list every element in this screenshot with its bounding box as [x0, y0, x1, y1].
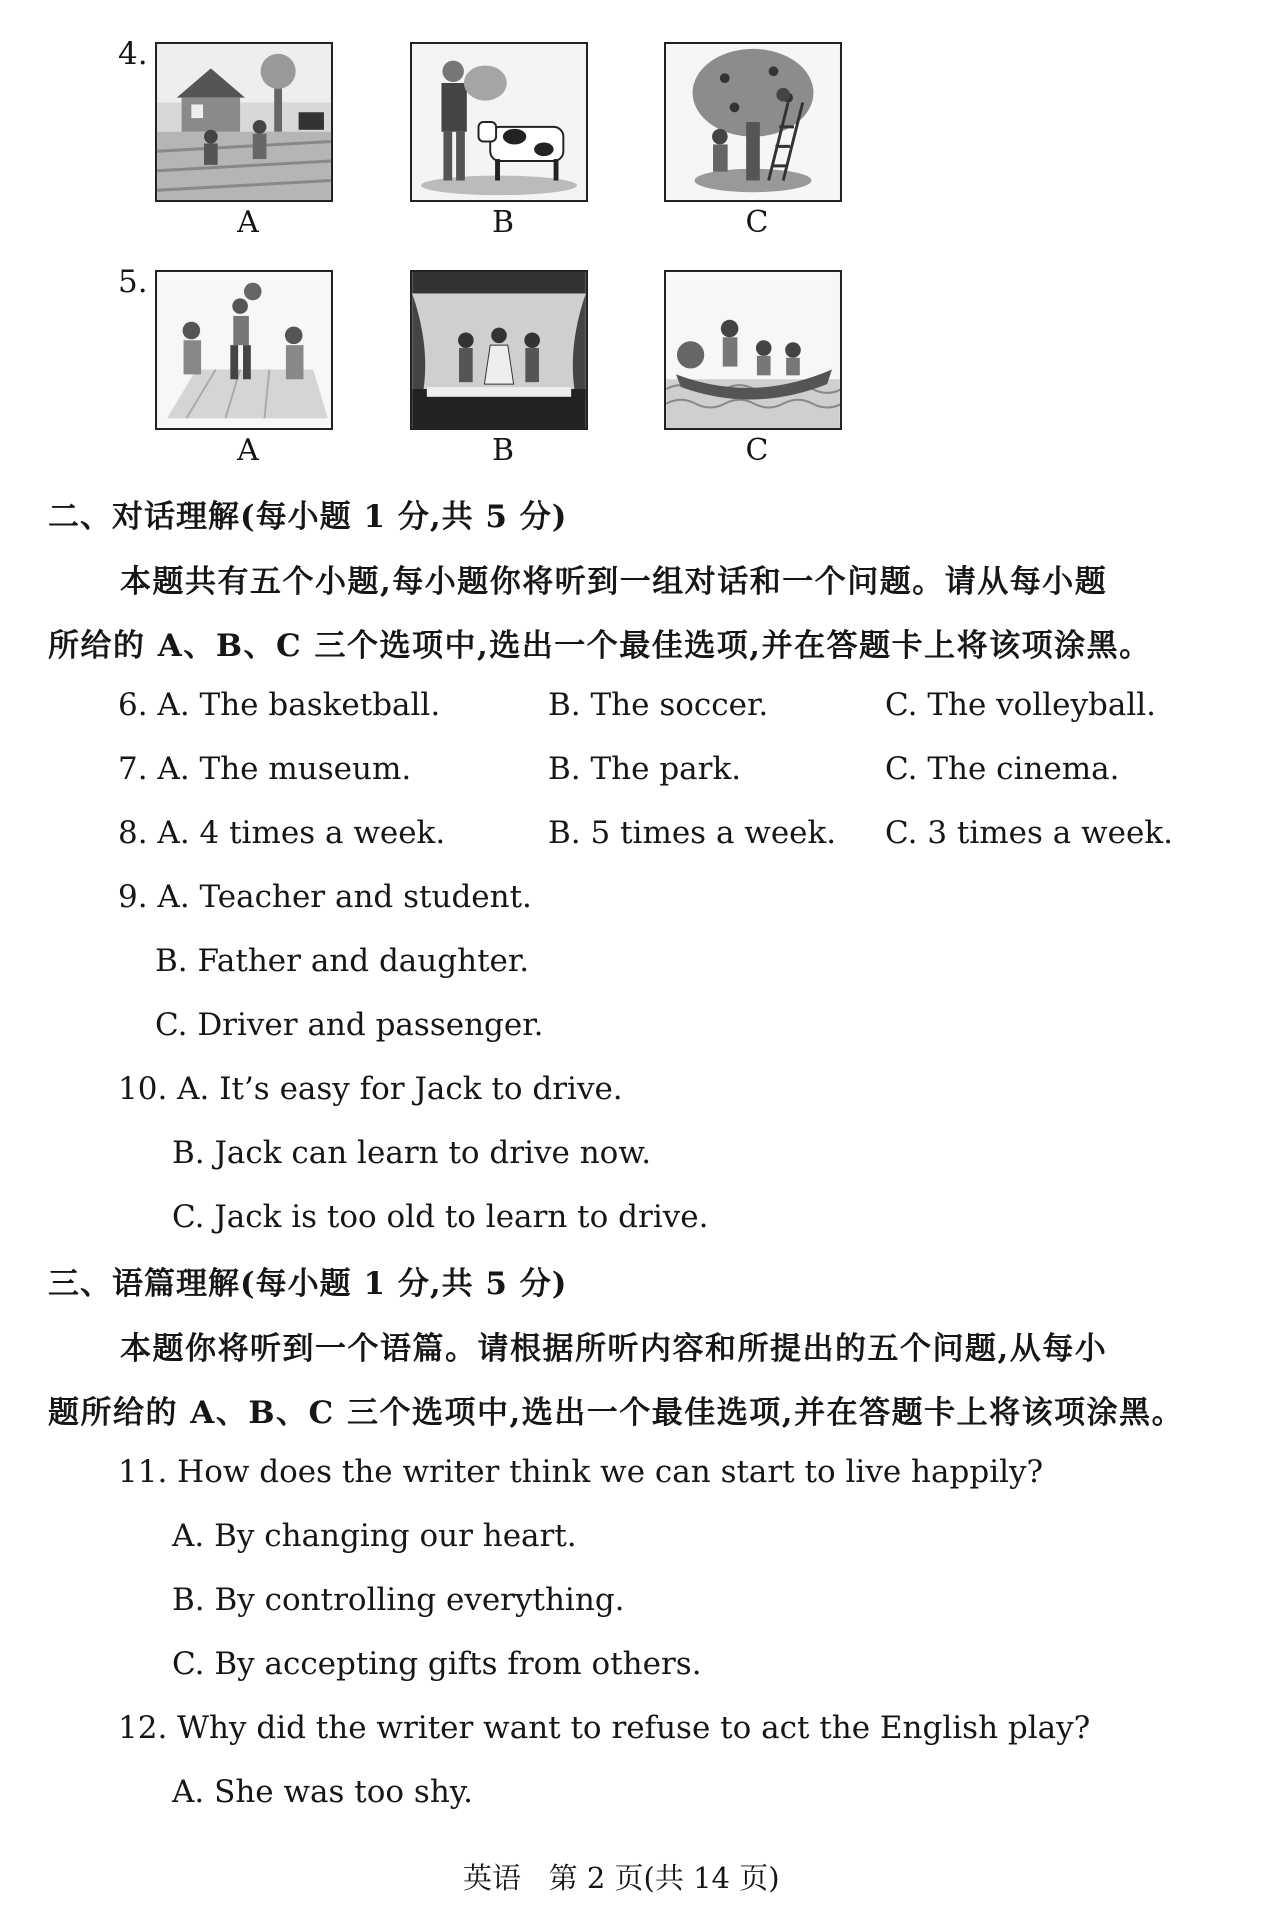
option-label: C: [745, 205, 769, 240]
option-label: A: [237, 205, 259, 240]
q6-option-a: 6. A. The basketball.: [118, 687, 441, 723]
section-2-heading: 二、对话理解(每小题 1 分,共 5 分): [48, 499, 568, 535]
page-footer: 英语 第 2 页(共 14 页): [463, 1861, 780, 1895]
q7-option-b: B. The park.: [548, 751, 742, 787]
q7-option-a: 7. A. The museum.: [118, 751, 412, 787]
q6-option-b: B. The soccer.: [548, 687, 769, 723]
question-4-number: 4.: [118, 36, 148, 72]
dragon-boat-picture: [664, 270, 842, 430]
option-label: B: [491, 205, 515, 240]
basketball-players-picture: [155, 270, 333, 430]
question-5-number: 5.: [118, 264, 148, 300]
section-2-instructions-line2: 所给的 A、B、C 三个选项中,选出一个最佳选项,并在答题卡上将该项涂黑。: [48, 628, 1152, 664]
q9-option-b: B. Father and daughter.: [155, 943, 530, 979]
q10-option-b: B. Jack can learn to drive now.: [172, 1135, 652, 1171]
q11-option-c: C. By accepting gifts from others.: [172, 1646, 702, 1682]
q8-option-c: C. 3 times a week.: [885, 815, 1173, 851]
q8-option-b: B. 5 times a week.: [548, 815, 837, 851]
picking-apples-picture: [664, 42, 842, 202]
q9-option-c: C. Driver and passenger.: [155, 1007, 544, 1043]
q6-option-c: C. The volleyball.: [885, 687, 1157, 723]
q9-option-a: 9. A. Teacher and student.: [118, 879, 532, 915]
q11-option-a: A. By changing our heart.: [172, 1518, 577, 1554]
option-label: A: [237, 433, 259, 468]
section-3-instructions-line1: 本题你将听到一个语篇。请根据所听内容和所提出的五个问题,从每小: [120, 1331, 1108, 1367]
option-label: C: [745, 433, 769, 468]
stage-singers-picture: [410, 270, 588, 430]
q11-question: 11. How does the writer think we can start to live happily?: [118, 1454, 1044, 1490]
q12-option-a: A. She was too shy.: [172, 1774, 474, 1810]
section-3-instructions-line2: 题所给的 A、B、C 三个选项中,选出一个最佳选项,并在答题卡上将该项涂黑。: [48, 1395, 1185, 1431]
q7-option-c: C. The cinema.: [885, 751, 1120, 787]
q12-question: 12. Why did the writer want to refuse to act the English play?: [118, 1710, 1091, 1746]
farm-work-picture: [155, 42, 333, 202]
farmer-cow-picture: [410, 42, 588, 202]
section-2-instructions-line1: 本题共有五个小题,每小题你将听到一组对话和一个问题。请从每小题: [120, 564, 1108, 600]
option-label: B: [491, 433, 515, 468]
section-3-heading: 三、语篇理解(每小题 1 分,共 5 分): [48, 1266, 568, 1302]
q11-option-b: B. By controlling everything.: [172, 1582, 625, 1618]
q8-option-a: 8. A. 4 times a week.: [118, 815, 446, 851]
q10-option-a: 10. A. It’s easy for Jack to drive.: [118, 1071, 623, 1107]
q10-option-c: C. Jack is too old to learn to drive.: [172, 1199, 709, 1235]
